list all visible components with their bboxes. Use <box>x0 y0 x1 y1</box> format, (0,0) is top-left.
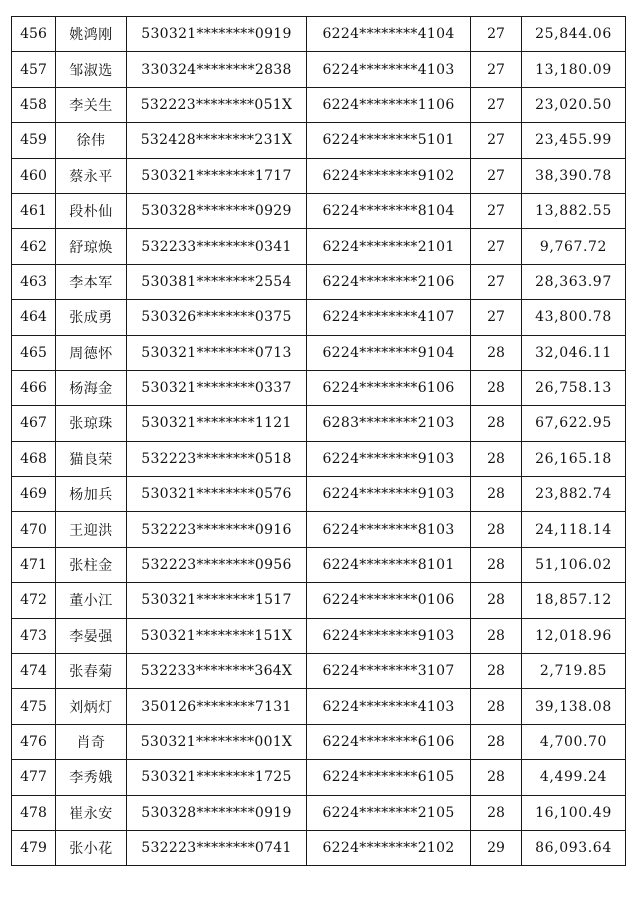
name-cell: 崔永安 <box>56 795 127 830</box>
account-number-cell: 6224********6106 <box>307 370 471 405</box>
account-number-cell: 6224********9102 <box>307 158 471 193</box>
name-cell: 张成勇 <box>56 300 127 335</box>
id-number-cell: 530326********0375 <box>127 300 307 335</box>
account-number-cell: 6224********9103 <box>307 618 471 653</box>
name-cell: 张小花 <box>56 830 127 865</box>
count-cell: 27 <box>471 229 522 264</box>
row-number-cell: 457 <box>12 52 56 87</box>
account-number-cell: 6224********9103 <box>307 477 471 512</box>
name-cell: 蔡永平 <box>56 158 127 193</box>
id-number-cell: 532223********051X <box>127 87 307 122</box>
table-row <box>12 583 626 618</box>
account-number-cell: 6224********8104 <box>307 193 471 228</box>
name-cell: 李关生 <box>56 87 127 122</box>
id-number-cell: 530321********1717 <box>127 158 307 193</box>
account-number-cell: 6224********8101 <box>307 547 471 582</box>
table-row <box>12 724 626 759</box>
row-number-cell: 458 <box>12 87 56 122</box>
row-number-cell: 461 <box>12 193 56 228</box>
id-number-cell: 532223********0916 <box>127 512 307 547</box>
id-number-cell: 530321********0713 <box>127 335 307 370</box>
amount-cell: 16,100.49 <box>522 795 626 830</box>
account-number-cell: 6224********1106 <box>307 87 471 122</box>
amount-cell: 28,363.97 <box>522 264 626 299</box>
account-number-cell: 6283********2103 <box>307 406 471 441</box>
account-number-cell: 6224********4103 <box>307 689 471 724</box>
count-cell: 28 <box>471 441 522 476</box>
row-number-cell: 470 <box>12 512 56 547</box>
count-cell: 27 <box>471 123 522 158</box>
id-number-cell: 330324********2838 <box>127 52 307 87</box>
count-cell: 29 <box>471 830 522 865</box>
id-number-cell: 532223********0741 <box>127 830 307 865</box>
account-number-cell: 6224********4107 <box>307 300 471 335</box>
account-number-cell: 6224********9103 <box>307 441 471 476</box>
amount-cell: 67,622.95 <box>522 406 626 441</box>
amount-cell: 12,018.96 <box>522 618 626 653</box>
table-row <box>12 264 626 299</box>
name-cell: 段朴仙 <box>56 193 127 228</box>
name-cell: 邹淑选 <box>56 52 127 87</box>
amount-cell: 38,390.78 <box>522 158 626 193</box>
id-number-cell: 530321********1725 <box>127 760 307 795</box>
id-number-cell: 530321********0337 <box>127 370 307 405</box>
id-number-cell: 530321********0576 <box>127 477 307 512</box>
account-number-cell: 6224********3107 <box>307 654 471 689</box>
count-cell: 27 <box>471 17 522 52</box>
count-cell: 28 <box>471 724 522 759</box>
id-number-cell: 532223********0518 <box>127 441 307 476</box>
amount-cell: 86,093.64 <box>522 830 626 865</box>
table-row <box>12 441 626 476</box>
account-number-cell: 6224********2105 <box>307 795 471 830</box>
amount-cell: 39,138.08 <box>522 689 626 724</box>
roster-table <box>11 16 626 866</box>
count-cell: 28 <box>471 654 522 689</box>
row-number-cell: 474 <box>12 654 56 689</box>
table-row <box>12 547 626 582</box>
account-number-cell: 6224********5101 <box>307 123 471 158</box>
table-row <box>12 52 626 87</box>
amount-cell: 32,046.11 <box>522 335 626 370</box>
id-number-cell: 532223********0956 <box>127 547 307 582</box>
name-cell: 姚鸿刚 <box>56 17 127 52</box>
account-number-cell: 6224********0106 <box>307 583 471 618</box>
id-number-cell: 530321********151X <box>127 618 307 653</box>
amount-cell: 43,800.78 <box>522 300 626 335</box>
row-number-cell: 462 <box>12 229 56 264</box>
row-number-cell: 459 <box>12 123 56 158</box>
row-number-cell: 477 <box>12 760 56 795</box>
account-number-cell: 6224********4104 <box>307 17 471 52</box>
count-cell: 27 <box>471 158 522 193</box>
amount-cell: 51,106.02 <box>522 547 626 582</box>
row-number-cell: 467 <box>12 406 56 441</box>
row-number-cell: 460 <box>12 158 56 193</box>
count-cell: 28 <box>471 370 522 405</box>
table-row <box>12 795 626 830</box>
amount-cell: 25,844.06 <box>522 17 626 52</box>
row-number-cell: 472 <box>12 583 56 618</box>
count-cell: 28 <box>471 406 522 441</box>
amount-cell: 13,882.55 <box>522 193 626 228</box>
table-row <box>12 512 626 547</box>
amount-cell: 23,020.50 <box>522 87 626 122</box>
table-row <box>12 229 626 264</box>
account-number-cell: 6224********6105 <box>307 760 471 795</box>
row-number-cell: 471 <box>12 547 56 582</box>
amount-cell: 23,455.99 <box>522 123 626 158</box>
amount-cell: 4,700.70 <box>522 724 626 759</box>
name-cell: 张琼珠 <box>56 406 127 441</box>
name-cell: 舒琼焕 <box>56 229 127 264</box>
name-cell: 猫良荣 <box>56 441 127 476</box>
count-cell: 28 <box>471 547 522 582</box>
name-cell: 徐伟 <box>56 123 127 158</box>
amount-cell: 13,180.09 <box>522 52 626 87</box>
count-cell: 27 <box>471 300 522 335</box>
count-cell: 28 <box>471 689 522 724</box>
name-cell: 杨加兵 <box>56 477 127 512</box>
id-number-cell: 350126********7131 <box>127 689 307 724</box>
amount-cell: 9,767.72 <box>522 229 626 264</box>
table-row <box>12 370 626 405</box>
row-number-cell: 468 <box>12 441 56 476</box>
name-cell: 杨海金 <box>56 370 127 405</box>
count-cell: 27 <box>471 87 522 122</box>
table-row <box>12 335 626 370</box>
id-number-cell: 530328********0929 <box>127 193 307 228</box>
id-number-cell: 532428********231X <box>127 123 307 158</box>
count-cell: 28 <box>471 618 522 653</box>
count-cell: 28 <box>471 512 522 547</box>
table-row <box>12 193 626 228</box>
amount-cell: 24,118.14 <box>522 512 626 547</box>
row-number-cell: 465 <box>12 335 56 370</box>
table-row <box>12 17 626 52</box>
name-cell: 李秀娥 <box>56 760 127 795</box>
id-number-cell: 530321********001X <box>127 724 307 759</box>
account-number-cell: 6224********2102 <box>307 830 471 865</box>
row-number-cell: 469 <box>12 477 56 512</box>
table-row <box>12 158 626 193</box>
amount-cell: 4,499.24 <box>522 760 626 795</box>
table-row <box>12 689 626 724</box>
name-cell: 董小江 <box>56 583 127 618</box>
id-number-cell: 530321********1517 <box>127 583 307 618</box>
row-number-cell: 464 <box>12 300 56 335</box>
table-row <box>12 654 626 689</box>
table-row <box>12 830 626 865</box>
amount-cell: 18,857.12 <box>522 583 626 618</box>
table-row <box>12 123 626 158</box>
count-cell: 27 <box>471 193 522 228</box>
row-number-cell: 478 <box>12 795 56 830</box>
table-row <box>12 760 626 795</box>
account-number-cell: 6224********9104 <box>307 335 471 370</box>
count-cell: 28 <box>471 335 522 370</box>
count-cell: 28 <box>471 795 522 830</box>
name-cell: 李本军 <box>56 264 127 299</box>
name-cell: 周德怀 <box>56 335 127 370</box>
table-row <box>12 618 626 653</box>
name-cell: 刘炳灯 <box>56 689 127 724</box>
id-number-cell: 530321********0919 <box>127 17 307 52</box>
amount-cell: 23,882.74 <box>522 477 626 512</box>
count-cell: 28 <box>471 477 522 512</box>
id-number-cell: 532233********0341 <box>127 229 307 264</box>
table-row <box>12 300 626 335</box>
count-cell: 28 <box>471 760 522 795</box>
table-row <box>12 406 626 441</box>
id-number-cell: 532233********364X <box>127 654 307 689</box>
row-number-cell: 466 <box>12 370 56 405</box>
account-number-cell: 6224********2101 <box>307 229 471 264</box>
amount-cell: 26,165.18 <box>522 441 626 476</box>
amount-cell: 26,758.13 <box>522 370 626 405</box>
id-number-cell: 530328********0919 <box>127 795 307 830</box>
account-number-cell: 6224********8103 <box>307 512 471 547</box>
id-number-cell: 530381********2554 <box>127 264 307 299</box>
table-row <box>12 477 626 512</box>
account-number-cell: 6224********2106 <box>307 264 471 299</box>
amount-cell: 2,719.85 <box>522 654 626 689</box>
name-cell: 张柱金 <box>56 547 127 582</box>
count-cell: 28 <box>471 583 522 618</box>
account-number-cell: 6224********4103 <box>307 52 471 87</box>
row-number-cell: 479 <box>12 830 56 865</box>
row-number-cell: 456 <box>12 17 56 52</box>
count-cell: 27 <box>471 52 522 87</box>
name-cell: 肖奇 <box>56 724 127 759</box>
name-cell: 张春菊 <box>56 654 127 689</box>
row-number-cell: 476 <box>12 724 56 759</box>
row-number-cell: 473 <box>12 618 56 653</box>
id-number-cell: 530321********1121 <box>127 406 307 441</box>
table-row <box>12 87 626 122</box>
name-cell: 王迎洪 <box>56 512 127 547</box>
account-number-cell: 6224********6106 <box>307 724 471 759</box>
row-number-cell: 463 <box>12 264 56 299</box>
name-cell: 李晏强 <box>56 618 127 653</box>
roster-body <box>12 17 626 866</box>
count-cell: 27 <box>471 264 522 299</box>
row-number-cell: 475 <box>12 689 56 724</box>
